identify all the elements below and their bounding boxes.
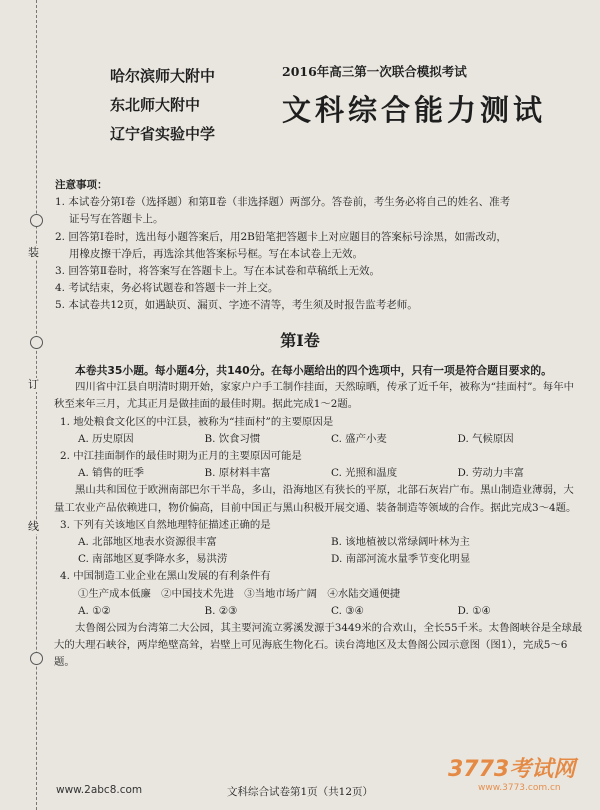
question-options bbox=[54, 603, 584, 620]
passage: 太鲁阁公园为台湾第二大公园，其主要河流立雾溪发源于3449米的合欢山，全长55千米。太鲁阁峡谷是全球最大的大理石峡谷，两岸绝壁高耸，岩壁上可见海底生物化石。读台湾地区及太鲁阁公园示意图（图1），完成5～6题。 bbox=[54, 622, 583, 669]
note-item: 1. 本试卷分第Ⅰ卷（选择题）和第Ⅱ卷（非选择题）两部分。答卷前，考生务必将自己的姓名、准考 bbox=[55, 196, 511, 209]
exam-name: 2016年高三第一次联合模拟考试 bbox=[282, 64, 467, 79]
binding-hole-icon bbox=[30, 214, 43, 227]
option: A. 历史原因 bbox=[78, 432, 134, 445]
school-name: 哈尔滨师大附中 bbox=[110, 67, 216, 85]
part-title: 第Ⅰ卷 bbox=[280, 331, 320, 350]
note-item: 5. 本试卷共12页，如遇缺页、漏页、字迹不清等，考生须及时报告监考老师。 bbox=[55, 299, 418, 312]
option: B. 饮食习惯 bbox=[204, 432, 261, 445]
notes-section bbox=[55, 177, 583, 315]
subject-title: 文科综合能力测试 bbox=[282, 93, 547, 127]
option: C. 盛产小麦 bbox=[331, 432, 387, 445]
section-intro: 本卷共35小题。每小题4分，共140分。在每小题给出的四个选项中，只有一项是符合题目要求的。 bbox=[75, 364, 552, 377]
option: D. 劳动力丰富 bbox=[457, 467, 525, 480]
question-stem: 2. 中江挂面制作的最佳时期为正月的主要原因可能是 bbox=[60, 450, 302, 463]
question-stem: 3. 下列有关该地区自然地理特征描述正确的是 bbox=[60, 518, 271, 531]
question-stem: 1. 地处粮食文化区的中江县，被称为“挂面村”的主要原因是 bbox=[60, 415, 334, 428]
option: B. ②③ bbox=[204, 604, 238, 617]
option: A. 销售的旺季 bbox=[78, 467, 145, 480]
binding-dashed-line bbox=[36, 0, 37, 810]
notes-heading: 注意事项： bbox=[55, 179, 108, 191]
page-footer: 文科综合试卷第1页（共12页） bbox=[226, 786, 374, 798]
note-item: 2. 回答第Ⅰ卷时，选出每小题答案后，用2B铅笔把答题卡上对应题目的答案标号涂黑，如需改动， bbox=[55, 230, 507, 243]
passage: 黑山共和国位于欧洲南部巴尔干半岛，多山，沿海地区有狭长的平原，北部石灰岩广布。黑山制造业薄弱，大量工农业产品依赖进口，物价偏高，目前中国正与黑山积极开展交通、装备制造等领域的合作。据此完成3～4题。 bbox=[54, 484, 577, 514]
option: B. 原材料丰富 bbox=[204, 467, 271, 480]
option: C. 光照和温度 bbox=[331, 467, 398, 480]
binding-label-xian: 线 bbox=[28, 520, 39, 533]
watermark-logo bbox=[448, 752, 590, 804]
option: C. ③④ bbox=[331, 604, 364, 617]
note-item-continuation: 用橡皮擦干净后，再选涂其他答案标号框。写在本试卷上无效。 bbox=[69, 247, 363, 260]
note-item: 4. 考试结束，务必将试题卷和答题卡一并上交。 bbox=[55, 282, 279, 295]
option: C. 南部地区夏季降水多，易洪涝 bbox=[78, 553, 228, 566]
note-item-continuation: 证号写在答题卡上。 bbox=[69, 213, 164, 226]
watermark-logo-url: www.3773.com.cn bbox=[478, 783, 561, 793]
note-item: 3. 回答第Ⅱ卷时，将答案写在答题卡上。写在本试卷和草稿纸上无效。 bbox=[55, 265, 380, 278]
question-options bbox=[54, 465, 584, 482]
option: D. 南部河流水量季节变化明显 bbox=[331, 553, 471, 566]
question-options bbox=[54, 534, 584, 568]
option: B. 该地植被以常绿阔叶林为主 bbox=[331, 536, 470, 549]
option: D. 气候原因 bbox=[457, 432, 514, 445]
questions-section bbox=[54, 362, 584, 672]
watermark-url: www.2abc8.com bbox=[56, 784, 143, 796]
binding-hole-icon bbox=[30, 652, 43, 665]
question-choices: ①生产成本低廉 ②中国技术先进 ③当地市场广阔 ④水陆交通便捷 bbox=[78, 587, 401, 600]
option: A. ①② bbox=[78, 604, 111, 617]
school-name: 辽宁省实验中学 bbox=[110, 125, 216, 143]
binding-label-ding: 订 bbox=[28, 378, 39, 391]
school-list bbox=[110, 62, 215, 149]
passage: 四川省中江县自明清时期开始，家家户户手工制作挂面，天然晾晒，传承了近千年，被称为“挂面村”。每年中秋至来年三月，尤其正月是做挂面的最佳时期。据此完成1～2题。 bbox=[54, 381, 574, 411]
binding-margin bbox=[26, 0, 46, 810]
option: D. ①④ bbox=[457, 604, 491, 617]
binding-label-zhuang: 装 bbox=[28, 246, 39, 259]
school-name: 东北师大附中 bbox=[110, 96, 201, 114]
question-stem: 4. 中国制造工业企业在黑山发展的有利条件有 bbox=[60, 570, 271, 583]
question-options bbox=[54, 431, 584, 448]
watermark-logo-text: 3773考试网 bbox=[448, 757, 576, 782]
option: A. 北部地区地表水资源很丰富 bbox=[78, 536, 217, 549]
